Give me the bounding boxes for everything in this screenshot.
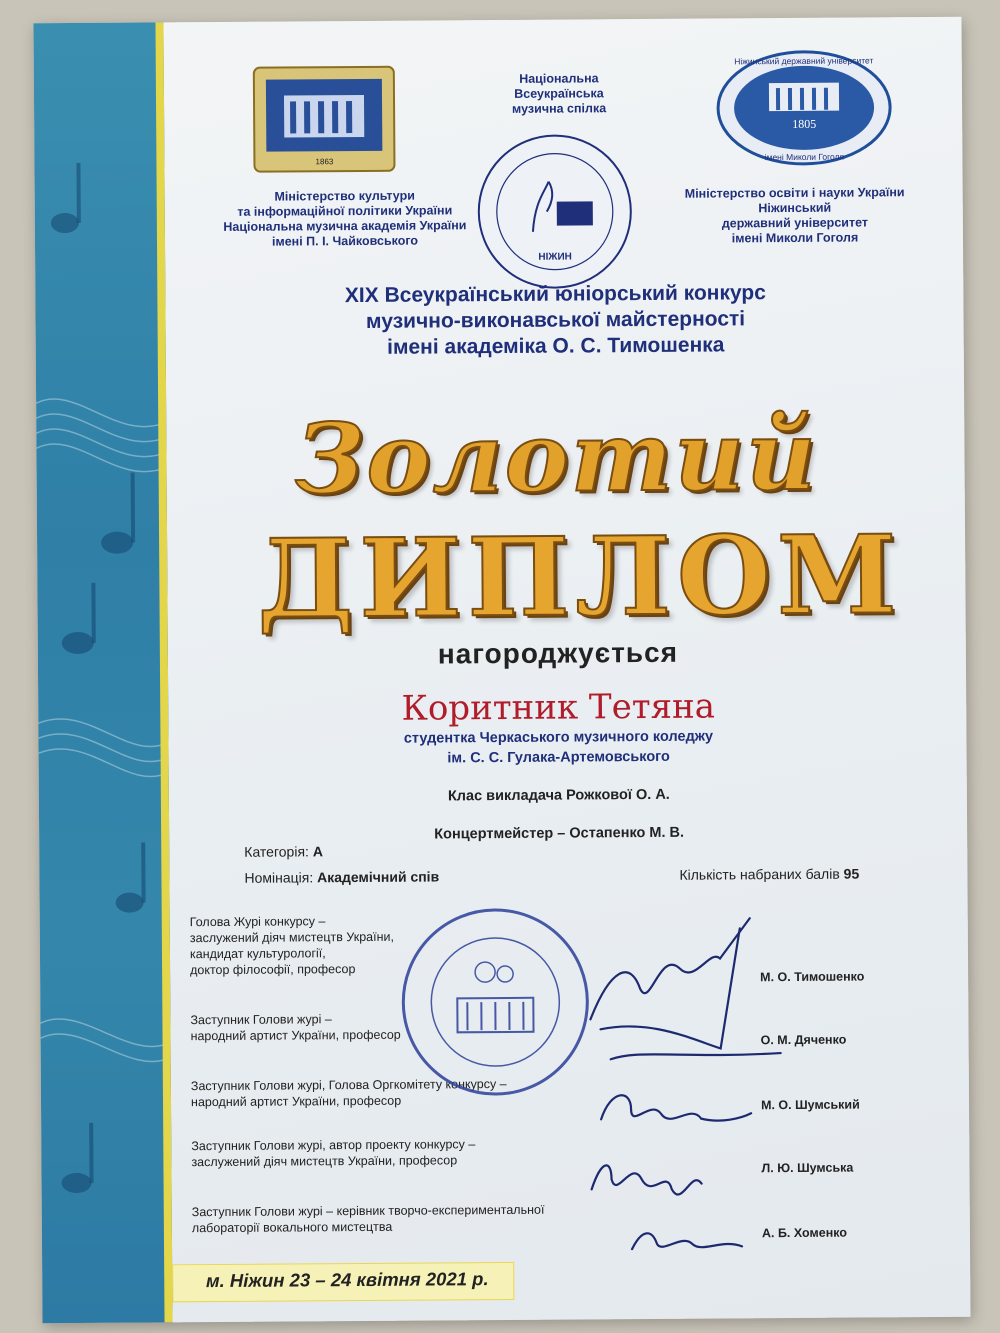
awarded-text: нагороджується [437, 636, 679, 670]
org-right-line: Міністерство освіти і науки України [684, 185, 905, 201]
student-line: студентка Черкаського музичного коледжу [403, 728, 714, 747]
org-mid [484, 71, 634, 117]
teacher-line: Клас викладача Рожкової О. А. [447, 786, 670, 805]
jury-role-line: доктор філософії, професор [190, 962, 356, 978]
score-label: Кількість набраних балів [679, 865, 844, 883]
date-text: м. Ніжин 23 – 24 квітня 2021 р. [205, 1268, 489, 1292]
category-label: Категорія: [244, 843, 313, 860]
org-left-line: імені П. І. Чайковського [271, 233, 419, 249]
contest-title [235, 279, 876, 361]
accompanist-line: Концертмейстер – Остапенко М. В. [434, 824, 685, 843]
jury-role-line: заслужений діяч мистецтв України, професор [191, 1153, 458, 1170]
jury-name: М. О. Тимошенко [760, 969, 865, 985]
jury-role-line: народний артист України, професор [190, 1093, 402, 1110]
org-right-line: державний університет [721, 215, 869, 231]
org-left-line: Національна музична академія України [223, 218, 467, 234]
seal-mid-city: НІЖИН [538, 251, 572, 263]
university-emblem-icon [714, 47, 895, 168]
title-golden: Золотий [294, 398, 819, 516]
student-line: ім. С. С. Гулака-Артемовського [447, 748, 670, 767]
jury-role-line: Заступник Голови журі – керівник творчо-експериментальної [191, 1202, 545, 1220]
category [244, 843, 323, 860]
jury-role-line: Заступник Голови журі – [190, 1012, 332, 1028]
diploma-sheet [33, 17, 970, 1323]
jury-name: Л. Ю. Шумська [761, 1160, 854, 1176]
title-diploma: ДИПЛОМ [256, 512, 903, 643]
seal-right-year: 1805 [792, 116, 817, 131]
decorative-music-band [33, 22, 172, 1323]
jury-name: М. О. Шумський [760, 1097, 860, 1113]
score [679, 866, 859, 883]
org-mid-line: Національна [519, 71, 599, 86]
seal-right-top: Ніжинський державний університет [734, 55, 874, 67]
jury-role-line: Заступник Голови журі, автор проекту конкурсу – [191, 1137, 476, 1154]
org-mid-line: Всеукраїнська [514, 86, 604, 101]
org-left-line: Міністерство культури [274, 188, 415, 204]
org-right-line: Ніжинський [758, 200, 832, 216]
signatures-icon [570, 908, 793, 1270]
nomination-value: Академічний спів [317, 868, 440, 886]
recipient-name: Коритник Тетяна [401, 686, 716, 729]
org-left [195, 188, 495, 250]
student-info [338, 726, 778, 769]
contest-title-line: XIX Всеукраїнський юніорський конкурс [344, 281, 766, 308]
nomination-label: Номінація: [244, 869, 318, 886]
jury-role-line: Голова Журі конкурсу – [189, 914, 326, 930]
jury-role-line: Заступник Голови журі, Голова Оргкомітету конкурсу – [190, 1076, 507, 1094]
seal-left-year: 1863 [315, 157, 334, 167]
org-right-line: імені Миколи Гоголя [731, 230, 859, 246]
jury-role-line: народний артист України, професор [190, 1027, 401, 1044]
jury-name: О. М. Дяченко [760, 1032, 847, 1048]
seal-right-bottom: імені Миколи Гоголя [764, 151, 845, 163]
jury-role-line: кандидат культурології, [189, 946, 326, 962]
jury-name: А. Б. Хоменко [761, 1225, 848, 1241]
contest-title-line: музично-виконавської майстерності [365, 307, 746, 333]
category-value: А [312, 843, 323, 860]
academy-emblem-icon [244, 61, 405, 182]
org-left-line: та інформаційної політики України [237, 203, 453, 219]
contest-title-line: імені академіка О. С. Тимошенка [387, 333, 725, 359]
contest-stamp-icon [395, 901, 596, 1102]
jury-role-line: заслужений діяч мистецтв України, [189, 929, 394, 946]
music-notes-icon [33, 22, 172, 1323]
contest-emblem-icon [474, 131, 635, 292]
org-right [655, 185, 935, 247]
nomination [244, 868, 439, 885]
score-value: 95 [843, 865, 860, 882]
jury-role-line: лабораторії вокального мистецтва [191, 1219, 393, 1236]
org-mid-line: музична спілка [511, 101, 607, 116]
